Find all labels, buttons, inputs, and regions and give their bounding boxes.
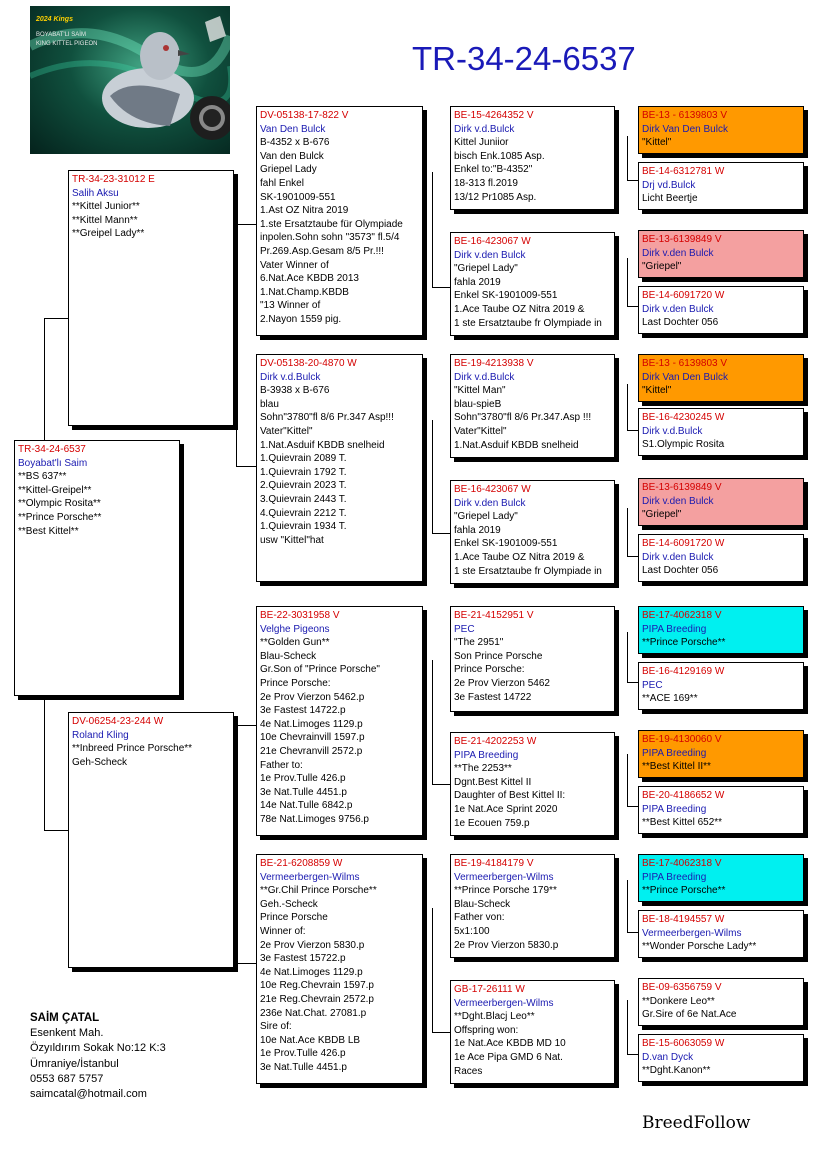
card-line: Vater Winner of: [260, 259, 329, 271]
email-address[interactable]: saimcatal@hotmail.com: [30, 1088, 147, 1101]
gen5-card[interactable]: [638, 534, 804, 582]
card-line: Enkel SK-1901009-551: [454, 290, 558, 302]
card-line: Prince Porsche: [260, 912, 328, 924]
ring-number: BE-16-423067 W: [454, 236, 531, 247]
card-line: Vater"Kittel": [260, 425, 313, 437]
ring-number: DV-06254-23-244 W: [72, 716, 164, 727]
owner-name: PIPA Breeding: [642, 871, 707, 883]
ring-number: BE-15-6063059 W: [642, 1038, 725, 1049]
ring-number: BE-16-4129169 W: [642, 666, 725, 677]
card-line: Daughter of Best Kittel II:: [454, 790, 566, 802]
card-line: 1e Ace Pipa GMD 6 Nat.: [454, 1051, 563, 1063]
card-line: 4.Quievrain 2212 T.: [260, 507, 347, 519]
card-line: "Griepel Lady": [454, 511, 518, 523]
card-line: **Prince Porsche 179**: [454, 885, 557, 897]
dam-card[interactable]: [68, 712, 234, 968]
card-line: **Donkere Leo**: [642, 995, 715, 1007]
owner-name: Dirk v.den Bulck: [642, 551, 714, 563]
card-line: 14e Nat.Tulle 6842.p: [260, 800, 353, 812]
card-line: 1e Prov.Tulle 426.p: [260, 1048, 346, 1060]
card-line: 4e Nat.Limoges 1129.p: [260, 718, 363, 730]
card-line: 6.Nat.Ace KBDB 2013: [260, 273, 359, 285]
owner-name: Boyabat'lı Saim: [18, 457, 88, 469]
address-line: Esenkent Mah.: [30, 1027, 104, 1040]
card-line: "Griepel": [642, 509, 682, 521]
owner-name: Dirk v.den Bulck: [642, 495, 714, 507]
gen3-card[interactable]: [256, 106, 423, 336]
card-line: Last Dochter 056: [642, 317, 719, 329]
card-line: 3e Fastest 15722.p: [260, 953, 346, 965]
owner-name: Dirk v.d.Bulck: [260, 371, 321, 383]
gen4-card[interactable]: [450, 980, 615, 1084]
card-line: fahla 2019: [454, 276, 501, 288]
card-line: 1.Nat.Champ.KBDB: [260, 286, 349, 298]
gen5-card[interactable]: [638, 1034, 804, 1082]
gen3-card[interactable]: [256, 606, 423, 836]
card-line: 1.Nat.Asduif KBDB snelheid: [454, 439, 579, 451]
card-line: Gr.Son of "Prince Porsche": [260, 664, 380, 676]
card-line: Enkel SK-1901009-551: [454, 538, 558, 550]
card-line: 21e Reg.Chevrain 2572.p: [260, 993, 374, 1005]
owner-name: Dirk v.den Bulck: [642, 247, 714, 259]
owner-name: PIPA Breeding: [642, 623, 707, 635]
owner-name: Dirk v.den Bulck: [454, 497, 526, 509]
card-line: Blau-Scheck: [260, 650, 317, 662]
gen5-card[interactable]: [638, 354, 804, 402]
card-line: usw "Kittel"hat: [260, 534, 324, 546]
gen4-card[interactable]: [450, 480, 615, 584]
card-line: inpolen.Sohn sohn "3573" fl.5/4: [260, 232, 400, 244]
card-line: Geh-Scheck: [72, 756, 128, 768]
ring-number: BE-14-6312781 W: [642, 166, 725, 177]
card-line: 21e Chevranvill 2572.p: [260, 745, 363, 757]
card-line: **Kittel Junior**: [72, 201, 140, 213]
card-line: Father von:: [454, 912, 505, 924]
ring-number: BE-19-4130060 V: [642, 734, 722, 745]
card-line: "Kittel": [642, 137, 672, 149]
card-line: **Olympic Rosita**: [18, 498, 101, 510]
card-line: 236e Nat.Chat. 27081.p: [260, 1007, 367, 1019]
card-line: Prince Porsche:: [260, 677, 331, 689]
card-line: **BS 637**: [18, 471, 67, 483]
card-line: **ACE 169**: [642, 693, 698, 705]
sire-card[interactable]: [68, 170, 234, 426]
gen5-card[interactable]: [638, 106, 804, 154]
ring-number: BE-22-3031958 V: [260, 610, 340, 621]
card-line: "Kittel": [642, 385, 672, 397]
owner-name: Van Den Bulck: [260, 123, 326, 135]
card-line: **Prince Porsche**: [642, 885, 726, 897]
card-line: **Best Kittel 652**: [642, 817, 723, 829]
card-line: **The 2253**: [454, 763, 512, 775]
ring-number: BE-20-4186652 W: [642, 790, 725, 801]
card-line: Offspring won:: [454, 1024, 519, 1036]
card-line: 13/12 Pr1085 Asp.: [454, 191, 537, 203]
breeder-name: SAİM ÇATAL: [30, 1012, 100, 1024]
card-line: Father to:: [260, 759, 303, 771]
card-line: 4e Nat.Limoges 1129.p: [260, 966, 363, 978]
ring-number: BE-09-6356759 V: [642, 982, 722, 993]
ring-number: BE-13-6139849 V: [642, 234, 722, 245]
card-line: 1e Prov.Tulle 426.p: [260, 773, 346, 785]
card-line: **Best Kittel**: [18, 525, 79, 537]
owner-name: Vermeerbergen-Wilms: [454, 997, 554, 1009]
pedigree-title: TR-34-24-6537: [412, 40, 636, 77]
card-line: 1e Nat.Ace Sprint 2020: [454, 803, 558, 815]
card-line: 3.Quievrain 2443 T.: [260, 493, 347, 505]
ring-number: TR-34-24-6537: [18, 444, 86, 455]
card-line: **Inbreed Prince Porsche**: [72, 743, 193, 755]
card-line: 10e Reg.Chevrain 1597.p: [260, 980, 374, 992]
card-line: "Griepel": [642, 261, 682, 273]
ring-number: GB-17-26111 W: [454, 984, 525, 995]
card-line: 1e Ecouen 759.p: [454, 817, 530, 829]
card-line: 10e Nat.Ace KBDB LB: [260, 1034, 361, 1046]
gen5-card[interactable]: [638, 408, 804, 456]
owner-name: PIPA Breeding: [642, 803, 707, 815]
card-line: 78e Nat.Limoges 9756.p: [260, 813, 369, 825]
brand-logo: BreedFollow: [642, 1113, 751, 1133]
owner-name: Dirk Van Den Bulck: [642, 371, 728, 383]
gen4-card[interactable]: [450, 732, 615, 836]
card-line: 1 ste Ersatztaube fr Olympiade in: [454, 565, 602, 577]
card-line: 3e Fastest 14722: [454, 691, 532, 703]
gen5-card[interactable]: [638, 286, 804, 334]
address-line: Özyıldırım Sokak No:12 K:3: [30, 1042, 166, 1055]
card-line: 1.Nat.Asduif KBDB snelheid: [260, 439, 385, 451]
card-line: Licht Beertje: [642, 193, 698, 205]
card-line: fahla 2019: [454, 524, 501, 536]
card-line: Geh.-Scheck: [260, 898, 318, 910]
gen3-card[interactable]: [256, 854, 423, 1084]
gen4-card[interactable]: [450, 854, 615, 958]
pigeon-photo: [30, 6, 230, 154]
card-line: 2e Prov Vierzon 5830.p: [454, 939, 559, 951]
card-line: Griepel Lady: [260, 164, 317, 176]
card-line: Van den Bulck: [260, 150, 324, 162]
card-line: 2e Prov Vierzon 5462.p: [260, 691, 365, 703]
gen5-card[interactable]: [638, 162, 804, 210]
ring-number: BE-13 - 6139803 V: [642, 110, 728, 121]
photo-logo-line1: 2024 Kings: [36, 16, 73, 23]
card-line: Son Prince Porsche: [454, 650, 543, 662]
card-line: 1.Ace Taube OZ Nitra 2019 &: [454, 551, 585, 563]
card-line: Dgnt.Best Kittel II: [454, 776, 532, 788]
gen4-card[interactable]: [450, 106, 615, 210]
gen5-card[interactable]: [638, 786, 804, 834]
card-line: 3e Nat.Tulle 4451.p: [260, 1061, 347, 1073]
card-line: 1.Quievrain 2089 T.: [260, 453, 347, 465]
gen5-card[interactable]: [638, 478, 804, 526]
card-line: 1.Quievrain 1792 T.: [260, 466, 347, 478]
owner-name: PEC: [642, 679, 663, 691]
card-line: Kittel Juniior: [454, 137, 509, 149]
ring-number: BE-16-423067 W: [454, 484, 531, 495]
card-line: **Golden Gun**: [260, 637, 330, 649]
card-line: blau-spieB: [454, 398, 502, 410]
photo-logo-line2: BOYABAT'LI SAİM: [36, 32, 86, 38]
card-line: 1e Nat.Ace KBDB MD 10: [454, 1038, 566, 1050]
owner-name: PEC: [454, 623, 475, 635]
card-line: 1 ste Ersatztaube fr Olympiade in: [454, 317, 602, 329]
ring-number: TR-34-23-31012 E: [72, 174, 155, 185]
card-line: Prince Porsche:: [454, 664, 525, 676]
owner-name: Vermeerbergen-Wilms: [454, 871, 554, 883]
card-line: bisch Enk.1085 Asp.: [454, 150, 545, 162]
card-line: 18-313 fl.2019: [454, 177, 518, 189]
owner-name: Drj vd.Bulck: [642, 179, 696, 191]
card-line: 2e Prov Vierzon 5462: [454, 677, 550, 689]
subject-card[interactable]: [14, 440, 180, 696]
card-line: **Wonder Porsche Lady**: [642, 941, 757, 953]
gen4-card[interactable]: [450, 232, 615, 336]
card-line: Enkel to:"B-4352": [454, 164, 533, 176]
owner-name: Dirk v.den Bulck: [642, 303, 714, 315]
ring-number: BE-14-6091720 W: [642, 290, 725, 301]
photo-logo-line3: KING KITTEL PIGEON: [36, 41, 98, 47]
card-line: fahl Enkel: [260, 177, 304, 189]
ring-number: BE-21-4202253 W: [454, 736, 537, 747]
card-line: **Dght.Kanon**: [642, 1065, 711, 1077]
card-line: **Prince Porsche**: [642, 637, 726, 649]
card-line: 1.Ace Taube OZ Nitra 2019 &: [454, 303, 585, 315]
owner-name: PIPA Breeding: [642, 747, 707, 759]
card-line: 1.ste Ersatztaube für Olympiade: [260, 218, 403, 230]
card-line: Vater"Kittel": [454, 425, 507, 437]
card-line: **Kittel-Greipel**: [18, 484, 92, 496]
card-line: Sohn"3780"fl 8/6 Pr.347.Asp !!!: [454, 412, 592, 424]
card-line: **Prince Porsche**: [18, 511, 102, 523]
card-line: 2.Nayon 1559 pig.: [260, 313, 342, 325]
gen5-card[interactable]: [638, 662, 804, 710]
card-line: 2e Prov Vierzon 5830.p: [260, 939, 365, 951]
card-line: B-3938 x B-676: [260, 385, 330, 397]
pigeon-illustration: [30, 6, 230, 154]
card-line: blau: [260, 398, 279, 410]
owner-name: Velghe Pigeons: [260, 623, 330, 635]
card-line: 2.Quievrain 2023 T.: [260, 480, 347, 492]
card-line: 10e Chevrainvill 1597.p: [260, 732, 365, 744]
card-line: **Best Kittel II**: [642, 761, 711, 773]
ring-number: DV-05138-20-4870 W: [260, 358, 357, 369]
gen5-card[interactable]: [638, 730, 804, 778]
gen4-card[interactable]: [450, 354, 615, 458]
card-line: Sohn"3780"fl 8/6 Pr.347 Asp!!!: [260, 412, 394, 424]
ring-number: BE-13 - 6139803 V: [642, 358, 728, 369]
gen5-card[interactable]: [638, 854, 804, 902]
gen5-card[interactable]: [638, 230, 804, 278]
card-line: SK-1901009-551: [260, 191, 336, 203]
owner-name: Roland Kling: [72, 729, 129, 741]
card-line: Winner of:: [260, 925, 306, 937]
owner-name: Dirk v.d.Bulck: [454, 371, 515, 383]
ring-number: BE-21-4152951 V: [454, 610, 534, 621]
card-line: 1.Ast OZ Nitra 2019: [260, 205, 349, 217]
card-line: 3e Fastest 14722.p: [260, 705, 346, 717]
ring-number: BE-19-4213938 V: [454, 358, 534, 369]
ring-number: DV-05138-17-822 V: [260, 110, 349, 121]
card-line: Sire of:: [260, 1021, 292, 1033]
owner-name: Dirk v.den Bulck: [454, 249, 526, 261]
gen5-card[interactable]: [638, 978, 804, 1026]
ring-number: BE-17-4062318 V: [642, 610, 722, 621]
gen3-card[interactable]: [256, 354, 423, 582]
ring-number: BE-14-6091720 W: [642, 538, 725, 549]
card-line: Last Dochter 056: [642, 565, 719, 577]
card-line: "The 2951": [454, 637, 504, 649]
card-line: 5x1:100: [454, 925, 490, 937]
card-line: **Gr.Chil Prince Porsche**: [260, 885, 377, 897]
ring-number: BE-21-6208859 W: [260, 858, 343, 869]
card-line: Pr.269.Asp.Gesam 8/5 Pr.!!!: [260, 245, 384, 257]
owner-name: Dirk v.d.Bulck: [454, 123, 515, 135]
card-line: "13 Winner of: [260, 300, 321, 312]
card-line: **Kittel Mann**: [72, 214, 138, 226]
card-line: **Greipel Lady**: [72, 228, 145, 240]
owner-name: PIPA Breeding: [454, 749, 519, 761]
owner-name: Vermeerbergen-Wilms: [642, 927, 742, 939]
owner-name: Dirk Van Den Bulck: [642, 123, 728, 135]
card-line: S1.Olympic Rosita: [642, 439, 725, 451]
ring-number: BE-16-4230245 W: [642, 412, 725, 423]
owner-name: Vermeerbergen-Wilms: [260, 871, 360, 883]
owner-name: D.van Dyck: [642, 1051, 694, 1063]
ring-number: BE-17-4062318 V: [642, 858, 722, 869]
card-line: **Dght.Blacj Leo**: [454, 1011, 535, 1023]
ring-number: BE-13-6139849 V: [642, 482, 722, 493]
card-line: Gr.Sire of 6e Nat.Ace: [642, 1009, 737, 1021]
gen5-card[interactable]: [638, 606, 804, 654]
card-line: 3e Nat.Tulle 4451.p: [260, 786, 347, 798]
card-line: Races: [454, 1065, 483, 1077]
card-line: "Kittel Man": [454, 385, 506, 397]
ring-number: BE-19-4184179 V: [454, 858, 534, 869]
card-line: 1.Quievrain 1934 T.: [260, 521, 347, 533]
breeder-contact: [30, 1011, 166, 1102]
gen4-card[interactable]: [450, 606, 615, 712]
ring-number: BE-15-4264352 V: [454, 110, 534, 121]
phone-number: 0553 687 5757: [30, 1072, 104, 1085]
address-line: Ümraniye/İstanbul: [30, 1057, 119, 1070]
owner-name: Salih Aksu: [72, 187, 119, 199]
card-line: B-4352 x B-676: [260, 137, 330, 149]
gen5-card[interactable]: [638, 910, 804, 958]
ring-number: BE-18-4194557 W: [642, 914, 725, 925]
card-line: "Griepel Lady": [454, 263, 518, 275]
owner-name: Dirk v.d.Bulck: [642, 425, 703, 437]
card-line: Blau-Scheck: [454, 898, 511, 910]
